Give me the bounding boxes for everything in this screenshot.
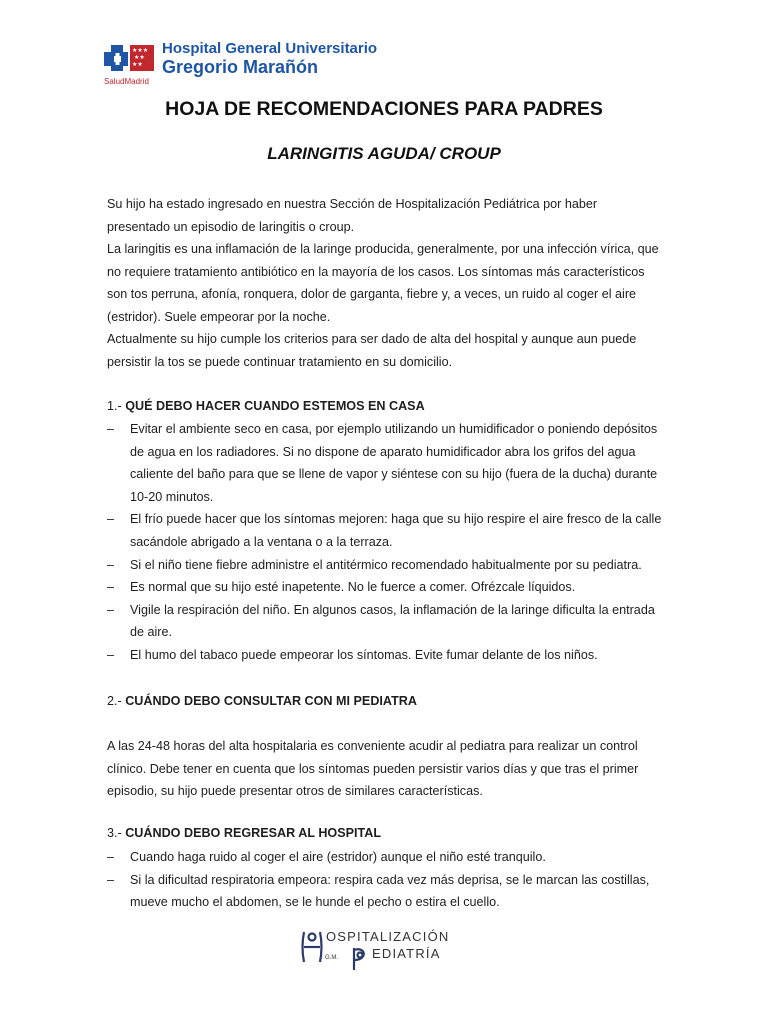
list-item — [107, 576, 687, 599]
list-item — [107, 846, 687, 869]
section-3-heading — [107, 826, 381, 840]
hospitalizacion-pediatria-logo — [296, 926, 466, 972]
list-item — [107, 599, 687, 644]
text-line: episodio, su hijo puede presentar otros de similares características. — [107, 784, 483, 799]
list-item-text-line: Cuando haga ruido al coger el aire (estridor) aunque el niño esté tranquilo. — [130, 850, 546, 864]
hospital-name-line2: Gregorio Marañón — [162, 57, 319, 77]
bullet-dash: – — [107, 872, 115, 887]
section-number: 1.- — [107, 399, 126, 413]
section-heading-text: QUÉ DEBO HACER CUANDO ESTEMOS EN CASA — [125, 399, 425, 413]
intro-paragraph-2 — [107, 238, 667, 328]
list-item — [107, 554, 687, 577]
text-line: Su hijo ha estado ingresado en nuestra Sección de Hospitalización Pediátrica por haber — [107, 197, 598, 211]
text-line: son tos perruna, afonía, ronquera, dolor de garganta, fiebre y, a veces, un ruido al coger el aire — [107, 287, 637, 302]
list-item-text-line: Es normal que su hijo esté inapetente. No le fuerce a comer. Ofrézcale líquidos. — [130, 580, 576, 595]
list-item-text-line: Si el niño tiene fiebre administre el antitérmico recomendado habitualmente por su pediatra. — [130, 557, 642, 572]
list-item-text-line: El humo del tabaco puede empeorar los síntomas. Evite fumar delante de los niños. — [130, 647, 598, 662]
section-2-heading — [107, 694, 417, 708]
list-item — [107, 869, 687, 914]
text-line: persistir la tos se puede continuar tratamiento en su domicilio. — [107, 354, 453, 369]
list-item-text-line: El frío puede hacer que los síntomas mejoren: haga que su hijo respire el aire fresco de la calle — [130, 512, 662, 527]
text-line: clínico. Debe tener en cuenta que los síntomas pueden persistir varios días y que tras el primer — [107, 761, 639, 776]
intro-paragraph-3 — [107, 328, 667, 373]
section-1-list — [107, 418, 687, 667]
list-item-text-line: mueve mucho el abdomen, se le hunde el pecho o estira el cuello. — [130, 895, 500, 910]
section-number: 3.- — [107, 826, 126, 840]
section-heading-text: CUÁNDO DEBO CONSULTAR CON MI PEDIATRA — [125, 694, 417, 708]
list-item-text-line: Vigile la respiración del niño. En algunos casos, la inflamación de la laringe dificulta la entrada — [130, 602, 655, 617]
list-item — [107, 418, 687, 508]
list-item — [107, 644, 687, 667]
text-line: no requiere tratamiento antibiótico en la mayoría de los casos. Los síntomas más característicos — [107, 264, 645, 279]
section-heading-text: CUÁNDO DEBO REGRESAR AL HOSPITAL — [125, 826, 382, 840]
svg-text:★★: ★★ — [132, 61, 143, 68]
bullet-dash: – — [107, 557, 115, 572]
bullet-dash: – — [107, 602, 115, 617]
list-item-text-line: Si la dificultad respiratoria empeora: respira cada vez más deprisa, se le marcan las costillas, — [130, 872, 650, 887]
hospital-logo — [104, 38, 404, 84]
document-subtitle: LARINGITIS AGUDA/ CROUP — [267, 144, 501, 163]
intro-paragraph-1 — [107, 193, 667, 238]
text-line: (estridor). Suele empeorar por la noche. — [107, 309, 331, 324]
bullet-dash: – — [107, 647, 115, 662]
text-line: presentado un episodio de laringitis o croup. — [107, 219, 355, 234]
hospital-name-line1: Hospital General Universitario — [162, 40, 378, 57]
bullet-dash: – — [107, 580, 115, 595]
footer-logo-line2: EDIATRÍA — [372, 946, 441, 961]
salud-madrid-label: SaludMadrid — [104, 77, 149, 86]
bullet-dash: – — [107, 850, 115, 864]
list-item-text-line: de agua en los radiadores. Si no dispone de aparato humidificador abra los grifos del agua — [130, 444, 636, 459]
text-line: Actualmente su hijo cumple los criterios para ser dado de alta del hospital y aunque aun puede — [107, 332, 637, 346]
footer-logo-initials: G.M. — [325, 955, 338, 961]
list-item-text-line: de aire. — [130, 625, 173, 640]
list-item-text-line: sacándole abrigado a la ventana o a la terraza. — [130, 534, 393, 549]
list-item-text-line: caliente del baño para que se llene de vapor y siéntese con su hijo (fuera de la ducha) durante — [130, 467, 658, 482]
section-number: 2.- — [107, 694, 126, 708]
footer-logo-line1: OSPITALIZACIÓN — [326, 929, 450, 944]
section-2-paragraph — [107, 735, 667, 803]
list-item-text-line: Evitar el ambiente seco en casa, por ejemplo utilizando un humidificador o poniendo depósitos — [130, 422, 658, 436]
bullet-dash: – — [107, 422, 115, 436]
list-item — [107, 508, 687, 553]
text-line: A las 24-48 horas del alta hospitalaria es conveniente acudir al pediatra para realizar un control — [107, 739, 638, 753]
document-title: HOJA DE RECOMENDACIONES PARA PADRES — [165, 98, 603, 120]
svg-text:★★★: ★★★ — [132, 47, 149, 54]
text-line: La laringitis es una inflamación de la laringe producida, generalmente, por una infección vírica, que — [107, 242, 659, 256]
salud-madrid-logo-icon — [104, 42, 156, 78]
section-3-list — [107, 846, 687, 914]
svg-text:★★: ★★ — [134, 54, 145, 61]
bullet-dash: – — [107, 512, 115, 527]
list-item-text-line: 10-20 minutos. — [130, 489, 214, 504]
section-1-heading — [107, 399, 425, 413]
